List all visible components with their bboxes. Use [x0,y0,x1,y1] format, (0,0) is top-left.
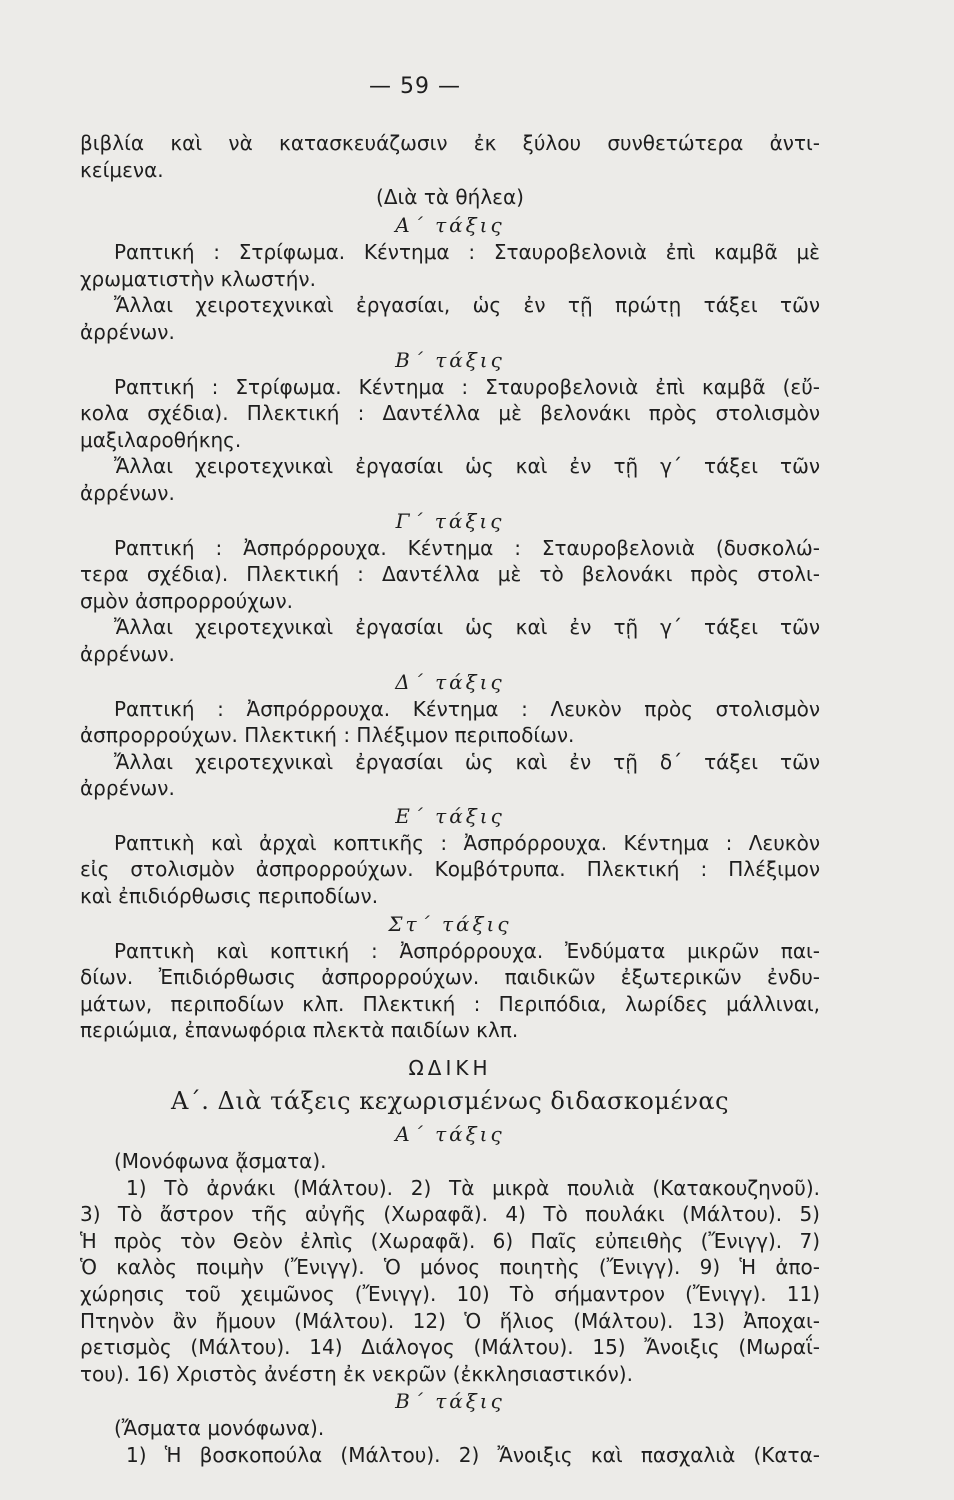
text-line: Πτηνὸν ἂν ἤμουν (Μάλτου). 12) Ὁ ἥλιος (Μάλτου). 13) Ἀποχαι- [80,1308,820,1333]
text-line: του). 16) Χριστὸς ἀνέστη ἐκ νεκρῶν (ἐκκλησιαστικόν). [80,1361,633,1386]
text-line: εἰς στολισμὸν ἀσπρορρούχων. Κομβότρυπα. Πλεκτική : Πλέξιμον [80,857,820,882]
text-line: κείμενα. [80,157,164,182]
text-line: Ἄλλαι χειροτεχνικαὶ ἐργασίαι ὡς καὶ ἐν τῇ δ΄ τάξει τῶν [114,749,820,774]
class-heading: Ε΄ τάξις [395,803,505,828]
text-line: Ραπτική : Ἀσπρόρρουχα. Κέντημα : Σταυροβελονιὰ (δυσκολώ- [114,535,820,560]
text-line: ἀρρένων. [80,319,175,344]
text-line: Ὁ καλὸς ποιμὴν (Ἔνιγγ). Ὁ μόνος ποιητὴς (Ἔνιγγ). 9) Ἡ ἀπο- [80,1255,820,1280]
page-number: — 59 — [369,74,461,99]
text-line: Ραπτικὴ καὶ κοπτική : Ἀσπρόρρουχα. Ἐνδύματα μικρῶν παι- [114,938,820,963]
class-heading: Γ΄ τάξις [395,508,505,533]
text-line: τερα σχέδια). Πλεκτική : Δαντέλλα μὲ τὸ βελονάκι πρὸς στολι- [80,562,820,587]
text-line: Ραπτική : Ἀσπρόρρουχα. Κέντημα : Λευκὸν πρὸς στολισμὸν [114,696,820,721]
section-title: ΩΔΙΚΗ [408,1056,492,1081]
class-heading: Στ΄ τάξις [388,911,512,936]
text-line: μαξιλαροθήκης. [80,427,242,452]
text-line: 3) Τὸ ἄστρον τῆς αὐγῆς (Χωραφᾶ). 4) Τὸ πουλάκι (Μάλτου). 5) [80,1202,820,1227]
text-line: χώρησις τοῦ χειμῶνος (Ἔνιγγ). 10) Τὸ σήμαντρον (Ἔνιγγ). 11) [80,1282,820,1306]
text-line: Ραπτική : Στρίφωμα. Κέντημα : Σταυροβελονιὰ ἐπὶ καμβᾶ μὲ [114,240,820,265]
text-line: Ἄλλαι χειροτεχνικαὶ ἐργασίαι, ὡς ἐν τῇ πρώτῃ τάξει τῶν [114,293,820,318]
text-line: κολα σχέδια). Πλεκτική : Δαντέλλα μὲ βελονάκι πρὸς στολισμὸν [80,401,820,426]
text-line: ἀρρένων. [80,641,175,666]
text-line: Ἡ πρὸς τὸν Θεὸν ἐλπὶς (Χωραφᾶ). 6) Παῖς εὐπειθὴς (Ἔνιγγ). 7) [80,1228,820,1253]
text-line: Ραπτική : Στρίφωμα. Κέντημα : Σταυροβελονιὰ ἐπὶ καμβᾶ (εὔ- [114,374,820,399]
body-text [80,130,820,1469]
chapter-heading: Α΄. Διὰ τάξεις κεχωρισμένως διδασκομένας [170,1087,730,1116]
text-line: μάτων, περιποδίων κλπ. Πλεκτική : Περιπόδια, λωρίδες μάλλιναι, [80,991,820,1016]
text-line: (Μονόφωνα ᾄσματα). [114,1149,327,1174]
class-heading: Α΄ τάξις [395,1122,505,1147]
text-line: χρωματιστὴν κλωστήν. [80,266,316,291]
text-line: Ἄλλαι χειροτεχνικαὶ ἐργασίαι ὡς καὶ ἐν τῇ γ΄ τάξει τῶν [114,615,820,640]
text-line: ρετισμὸς (Μάλτου). 14) Διάλογος (Μάλτου). 15) Ἄνοιξις (Μωραΐ- [80,1335,820,1360]
text-line: σμὸν ἀσπρορρούχων. [80,588,294,613]
text-line: ἀρρένων. [80,480,175,505]
text-line: δίων. Ἐπιδιόρθωσις ἀσπρορρούχων. παιδικῶν ἐξωτερικῶν ἐνδυ- [80,965,820,990]
text-line: 1) Τὸ ἀρνάκι (Μάλτου). 2) Τὰ μικρὰ πουλιὰ (Κατακουζηνοῦ). [126,1175,820,1200]
class-heading: Δ΄ τάξις [395,669,505,694]
text-line: 1) Ἡ βοσκοπούλα (Μάλτου). 2) Ἄνοιξις καὶ πασχαλιὰ (Κατα- [126,1442,820,1467]
text-line: Ἄλλαι χειροτεχνικαὶ ἐργασίαι ὡς καὶ ἐν τῇ γ΄ τάξει τῶν [114,454,820,479]
text-line: (Ἄσματα μονόφωνα). [114,1416,325,1441]
text-line: ἀσπρορρούχων. Πλεκτική : Πλέξιμον περιποδίων. [80,723,575,748]
text-line: Ραπτικὴ καὶ ἀρχαὶ κοπτικῆς : Ἀσπρόρρουχα. Κέντημα : Λευκὸν [114,830,820,855]
text-line: βιβλία καὶ νὰ κατασκευάζωσιν ἐκ ξύλου συνθετώτερα ἀντι- [80,131,820,155]
text-line: περιώμια, ἐπανωφόρια πλεκτὰ παιδίων κλπ. [80,1018,519,1043]
class-heading: Α΄ τάξις [395,213,505,238]
subheading: (Διὰ τὰ θήλεα) [376,185,524,210]
class-heading: Β΄ τάξις [395,1389,505,1414]
class-heading: Β΄ τάξις [395,347,505,372]
text-line: καὶ ἐπιδιόρθωσις περιποδίων. [80,884,379,909]
text-line: ἀρρένων. [80,776,175,801]
